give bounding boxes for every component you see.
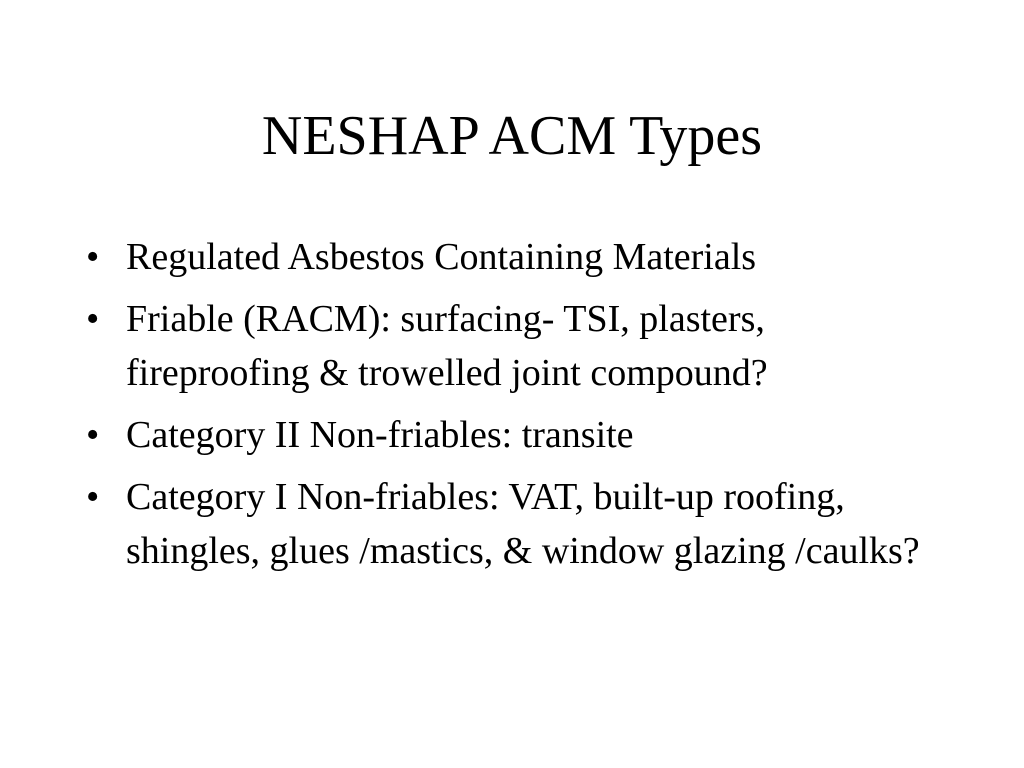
bullet-icon: • [86,414,100,456]
bullet-item [86,230,946,284]
bullet-list [86,230,946,586]
bullet-item [86,408,946,462]
bullet-icon: • [86,236,100,278]
bullet-item [86,292,946,400]
bullet-text: Category I Non-friables: VAT, built-up roofing, shingles, glues /mastics, & window glazing /caulks? [126,476,920,572]
bullet-item [86,470,946,578]
bullet-icon: • [86,298,100,340]
slide-title: NESHAP ACM Types [261,105,763,167]
bullet-text: Category II Non-friables: transite [126,414,634,456]
bullet-text: Friable (RACM): surfacing- TSI, plasters, fireproofing & trowelled joint compound? [126,298,768,394]
bullet-text: Regulated Asbestos Containing Materials [126,236,757,278]
bullet-icon: • [86,476,100,518]
